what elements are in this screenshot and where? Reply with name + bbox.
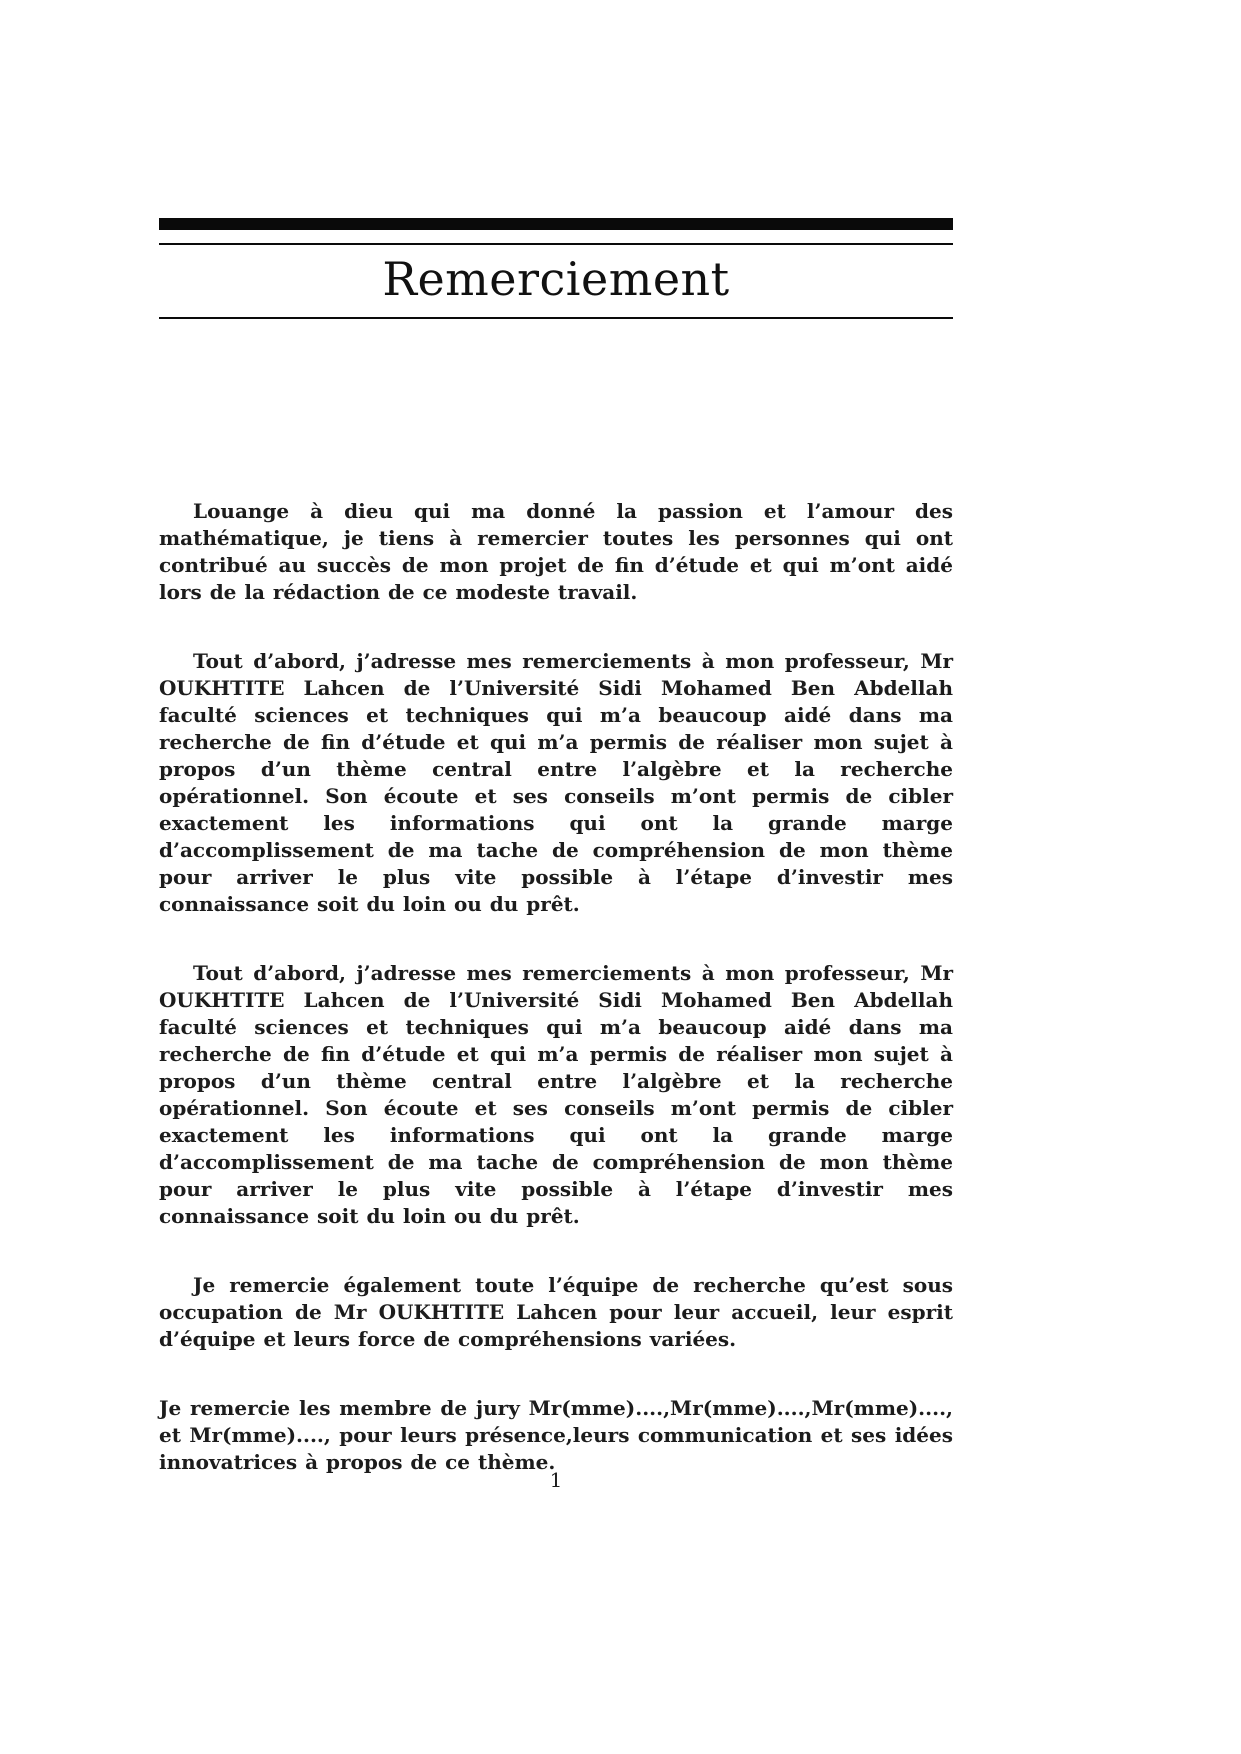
chapter-rule-thick <box>159 218 953 230</box>
page-title: Remerciement <box>382 252 730 306</box>
chapter-rule-thin-bottom <box>159 317 953 319</box>
body-text <box>159 498 953 1518</box>
paragraph-4: Je remercie également toute l’équipe de recherche qu’est sous occupation de Mr OUKHTITE Lahcen pour leur accueil, leur esprit d’équipe et leurs force de compréhensions variées. <box>159 1273 953 1351</box>
content-column <box>159 0 953 1754</box>
paragraph-2: Tout d’abord, j’adresse mes remerciements à mon professeur, Mr OUKHTITE Lahcen de l’Université Sidi Mohamed Ben Abdellah faculté sciences et techniques qui m’a beaucoup aidé dans ma recherche de fin d’étude et qui m’a permis de réaliser mon sujet à propos d’un thème central entre l’algèbre et la recherche opérationnel. Son écoute et ses conseils m’ont permis de cibler exactement les informations qui ont la grande marge d’accomplissement de ma tache de compréhension de mon thème pour arriver le plus vite possible à l’étape d’investir mes connaissance soit du loin ou du prêt. <box>159 649 953 916</box>
paragraph-1: Louange à dieu qui ma donné la passion et l’amour des mathématique, je tiens à remercier toutes les personnes qui ont contribué au succès de mon projet de fin d’étude et qui m’ont aidé lors de la rédaction de ce modeste travail. <box>159 499 953 604</box>
page-number: 1 <box>549 1468 563 1492</box>
paragraph-3: Tout d’abord, j’adresse mes remerciements à mon professeur, Mr OUKHTITE Lahcen de l’Université Sidi Mohamed Ben Abdellah faculté sciences et techniques qui m’a beaucoup aidé dans ma recherche de fin d’étude et qui m’a permis de réaliser mon sujet à propos d’un thème central entre l’algèbre et la recherche opérationnel. Son écoute et ses conseils m’ont permis de cibler exactement les informations qui ont la grande marge d’accomplissement de ma tache de compréhension de mon thème pour arriver le plus vite possible à l’étape d’investir mes connaissance soit du loin ou du prêt. <box>159 961 953 1228</box>
chapter-rule-thin-top <box>159 243 953 245</box>
paragraph-5: Je remercie les membre de jury Mr(mme)....,Mr(mme)....,Mr(mme)...., et Mr(mme)...., pour leurs présence,leurs communication et ses idées innovatrices à propos de ce thème. <box>159 1396 953 1474</box>
